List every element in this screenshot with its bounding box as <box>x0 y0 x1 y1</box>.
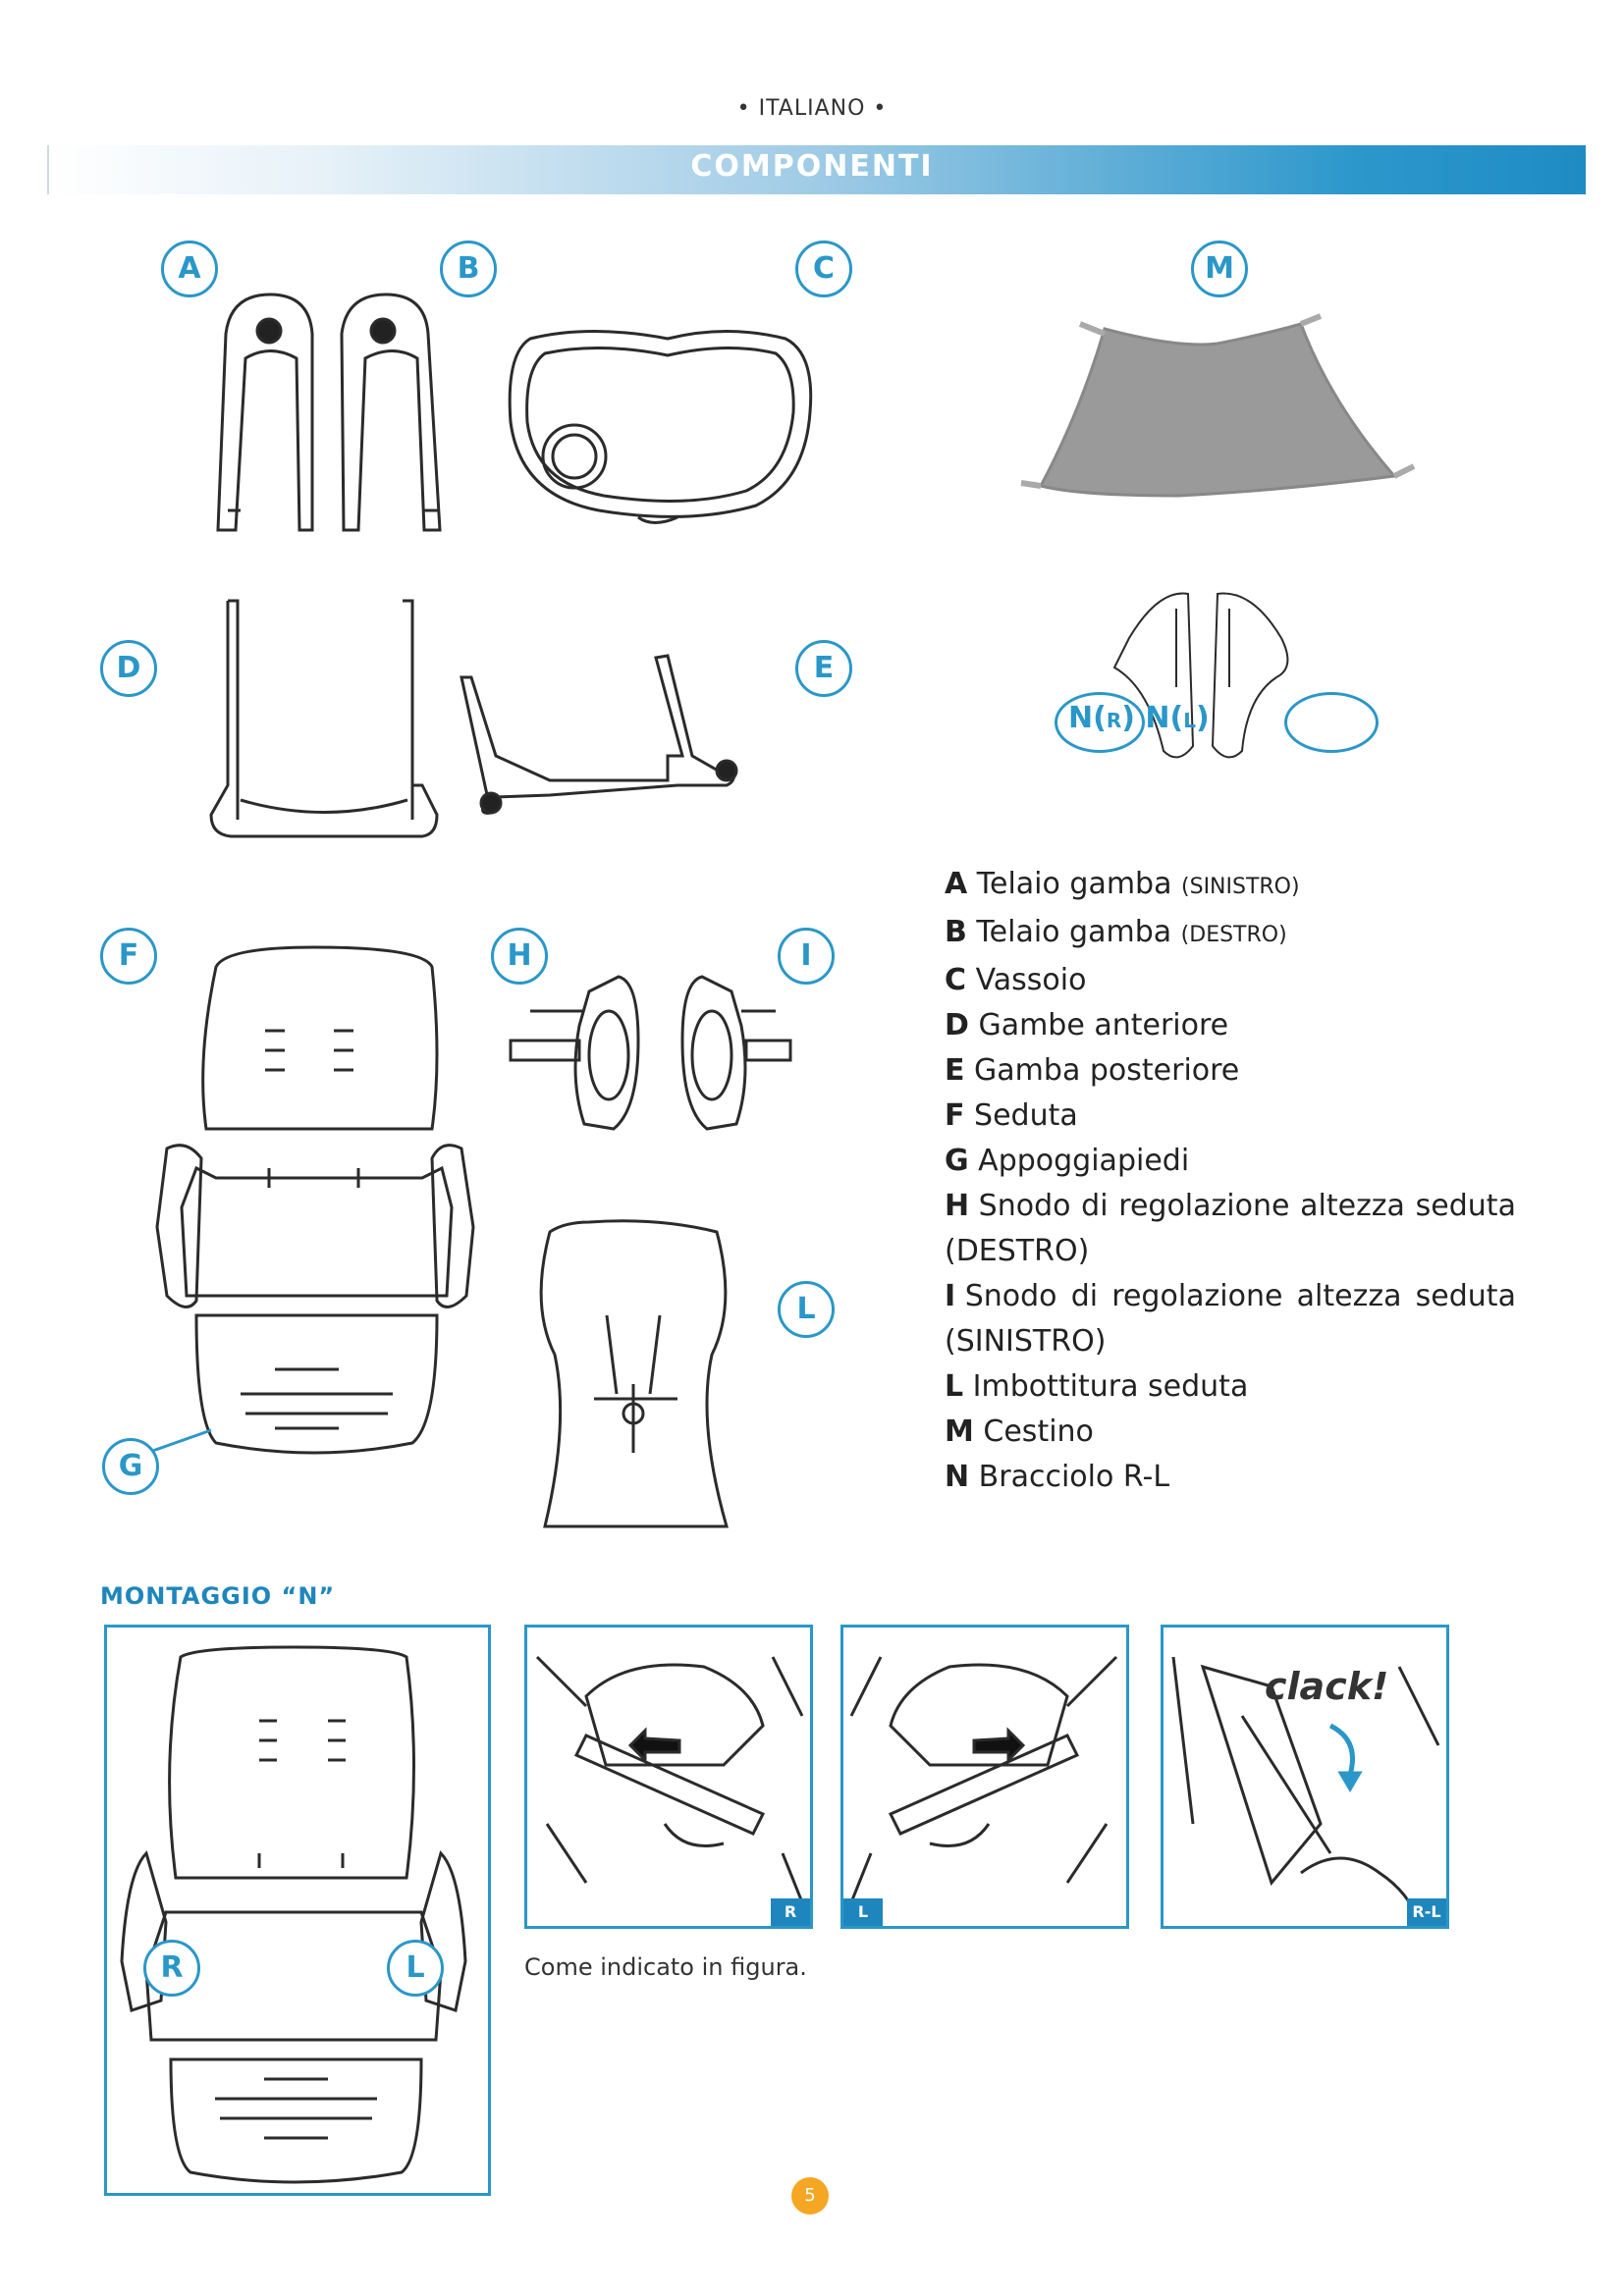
part-label-h: H <box>491 928 548 985</box>
clack-sound-text: clack! <box>1265 1665 1389 1708</box>
legend-item-a: A Telaio gamba (SINISTRO) <box>945 867 1300 901</box>
assembly-caption: Come indicato in figura. <box>524 1953 807 1981</box>
legend-item-g: G Appoggiapiedi <box>945 1144 1190 1178</box>
legend-item-i: I Snodo di regolazione altezza seduta <box>945 1279 1516 1313</box>
language-header: • ITALIANO • <box>736 96 888 121</box>
legend-item-d: D Gambe anteriore <box>945 1008 1229 1042</box>
legend-item-l: L Imbottitura seduta <box>945 1369 1249 1404</box>
seat-illustration <box>157 947 473 1453</box>
tray-illustration <box>510 332 811 523</box>
legend-note-i: (SINISTRO) <box>945 1324 1107 1359</box>
legend-item-c: C Vassoio <box>945 963 1087 997</box>
basket-illustration <box>1021 316 1414 496</box>
section-title: COMPONENTI <box>690 149 934 184</box>
assembly-label-l: L <box>387 1940 444 1997</box>
part-label-f: F <box>100 928 157 985</box>
part-label-g: G <box>102 1438 159 1495</box>
rear-leg-illustration <box>461 656 736 813</box>
legend-item-e: E Gamba posteriore <box>945 1053 1240 1088</box>
part-label-d: D <box>100 640 157 697</box>
part-label-e: E <box>795 640 852 697</box>
height-joint-right-illustration <box>511 977 638 1129</box>
step-tag-rl: R-L <box>1407 1898 1446 1926</box>
step-tag-r: R <box>771 1898 810 1926</box>
part-label-c: C <box>795 240 852 297</box>
page-number-badge: 5 <box>791 2177 829 2215</box>
front-legs-illustration <box>211 601 437 836</box>
legend-note-h: (DESTRO) <box>945 1234 1090 1268</box>
seat-padding-illustration <box>541 1221 727 1526</box>
assembly-label-r: R <box>143 1940 200 1997</box>
assembly-title: MONTAGGIO “N” <box>100 1582 336 1610</box>
part-label-i: I <box>778 928 835 985</box>
part-label-a: A <box>161 240 218 297</box>
step-tag-l: L <box>843 1898 883 1926</box>
part-label-m: M <box>1191 240 1248 297</box>
armrest-l-oval <box>1284 692 1379 753</box>
armrest-label: N(R) N(L) <box>1068 701 1210 735</box>
step-1-illustration <box>527 1628 810 1926</box>
step-2-illustration <box>843 1628 1126 1926</box>
assembly-step-1-panel <box>524 1625 813 1929</box>
assembly-overview-panel <box>104 1625 491 2196</box>
height-joint-left-illustration <box>682 977 790 1129</box>
part-label-l: L <box>778 1281 835 1338</box>
assembly-step-2-panel <box>840 1625 1129 1929</box>
legend-item-h: H Snodo di regolazione altezza seduta <box>945 1189 1516 1223</box>
leg-frame-right-illustration <box>342 294 440 530</box>
part-label-b: B <box>440 240 497 297</box>
legend-item-n: N Bracciolo R-L <box>945 1460 1170 1494</box>
legend-item-m: M Cestino <box>945 1415 1094 1449</box>
legend-item-f: F Seduta <box>945 1098 1078 1133</box>
legend-item-b: B Telaio gamba (DESTRO) <box>945 915 1287 949</box>
leg-frame-left-illustration <box>218 294 312 530</box>
parts-legend <box>945 862 1516 1500</box>
seat-assembly-illustration <box>107 1628 488 2193</box>
